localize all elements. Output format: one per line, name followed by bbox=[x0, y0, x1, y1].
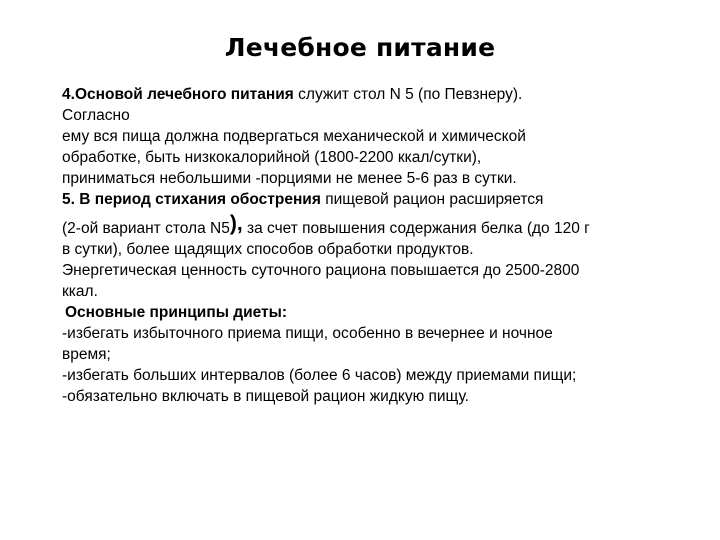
p4-line-1 bbox=[62, 84, 670, 105]
p5-big-comma: ), bbox=[229, 212, 243, 235]
p4-text: служит стол N 5 (по Певзнеру). bbox=[293, 86, 523, 103]
p5-line-5: ккал. bbox=[62, 283, 98, 300]
principle-3: -обязательно включать в пищевой рацион жидкую пищу. bbox=[62, 388, 469, 405]
p5-line-2-start: (2-ой вариант стола N5 bbox=[62, 220, 230, 237]
p4-line-3: ему вся пища должна подвергаться механической и химической bbox=[62, 128, 526, 145]
p5-line-1 bbox=[62, 189, 670, 210]
slide-body bbox=[62, 84, 670, 407]
p4-bold-lead: Основой лечебного питания bbox=[74, 86, 294, 103]
p4-number: 4. bbox=[62, 86, 75, 103]
p5-line-2 bbox=[62, 212, 670, 239]
principle-1-line-1: -избегать избыточного приема пищи, особенно в вечернее и ночное bbox=[62, 325, 553, 342]
slide-title: Лечебное питание bbox=[224, 33, 496, 62]
p4-line-5: приниматься небольшими -порциями не менее 5-6 раз в сутки. bbox=[62, 170, 517, 187]
p5-line-2-end: за счет повышения содержания белка (до 120 г bbox=[242, 220, 590, 237]
principle-1-line-2: время; bbox=[62, 346, 111, 363]
p4-line-2: Согласно bbox=[62, 107, 130, 124]
p5-text: пищевой рацион расширяется bbox=[320, 191, 544, 208]
p5-line-4: Энергетическая ценность суточного рациона повышается до 2500-2800 bbox=[62, 262, 580, 279]
principles-heading: Основные принципы диеты: bbox=[65, 304, 288, 321]
p5-bold-lead: 5. В период стихания обострения bbox=[62, 191, 321, 208]
p4-line-4: обработке, быть низкокалорийной (1800-2200 ккал/сутки), bbox=[62, 149, 482, 166]
principle-2: -избегать больших интервалов (более 6 часов) между приемами пищи; bbox=[62, 367, 577, 384]
p5-line-3: в сутки), более щадящих способов обработки продуктов. bbox=[62, 241, 474, 258]
